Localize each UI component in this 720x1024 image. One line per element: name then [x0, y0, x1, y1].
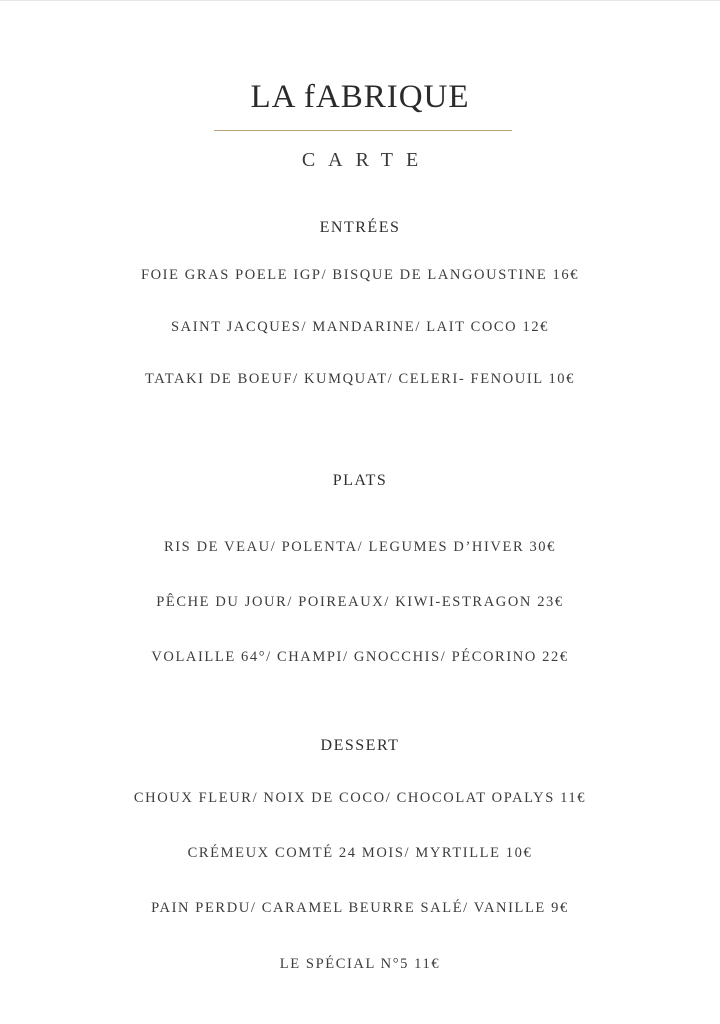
menu-item: FOIE GRAS POELE IGP/ BISQUE DE LANGOUSTINE 16€ — [140, 267, 580, 283]
title-divider — [214, 130, 512, 131]
restaurant-title: LA fABRIQUE — [250, 79, 470, 115]
menu-item: CHOUX FLEUR/ NOIX DE COCO/ CHOCOLAT OPALYS 11€ — [133, 790, 587, 806]
section-heading-plats: PLATS — [332, 472, 388, 489]
menu-subtitle: CARTE — [301, 149, 432, 171]
menu-item: RIS DE VEAU/ POLENTA/ LEGUMES D’HIVER 30€ — [163, 539, 557, 555]
menu-item: PAIN PERDU/ CARAMEL BEURRE SALÉ/ VANILLE 9€ — [151, 900, 569, 916]
section-heading-entrees: ENTRÉES — [319, 219, 401, 236]
menu-item: TATAKI DE BOEUF/ KUMQUAT/ CELERI- FENOUIL 10€ — [144, 371, 575, 387]
menu-item: SAINT JACQUES/ MANDARINE/ LAIT COCO 12€ — [170, 319, 550, 335]
menu-item: VOLAILLE 64°/ CHAMPI/ GNOCCHIS/ PÉCORINO 22€ — [151, 649, 569, 665]
menu-item: PÊCHE DU JOUR/ POIREAUX/ KIWI-ESTRAGON 23€ — [156, 594, 564, 610]
menu-item: LE SPÉCIAL N°5 11€ — [279, 956, 441, 972]
section-heading-dessert: DESSERT — [320, 737, 400, 754]
menu-item: CRÉMEUX COMTÉ 24 MOIS/ MYRTILLE 10€ — [187, 845, 533, 861]
